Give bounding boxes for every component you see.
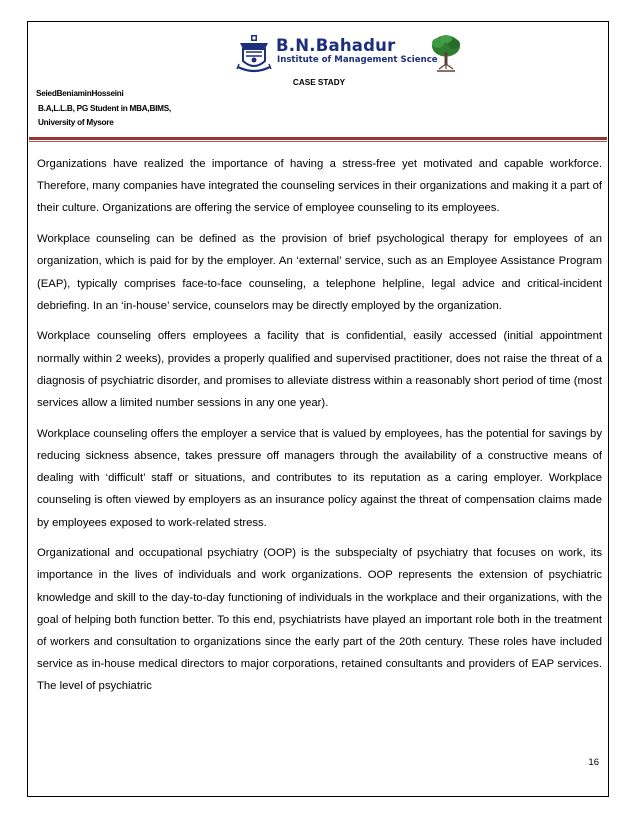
logo-subtitle-text: Institute of Management Science [277,55,438,65]
crest-icon [236,34,272,74]
author-university: University of Mysore [38,118,114,127]
document-body [37,153,602,706]
paragraph: Workplace counseling offers the employer a service that is valued by employees, has the potential for savings by reducing sickness absence, takes pressure off managers through the availability of a constructive means of dealing with ‘difficult’ staff or situations, and contributes to its reputation as a caring employer. Workplace counseling is often viewed by employers as an insurance policy against the threat of compensation claims made by employees exposed to work-related stress. [37,427,602,529]
paragraph: Organizational and occupational psychiatry (OOP) is the subspecialty of psychiatry that focuses on work, its importance in the lives of individuals and work organizations. OOP represents the extension of psychiatric knowledge and skill to the day-to-day functioning of individuals in the workplace and their organizations, with the goal of helping both function better. To this end, psychiatrists have played an important role both in the treatment of workers and consultation to organizations since the early part of the 20th century. These roles have included service as in-house medical directors to major corporations, retained consultants and providers of EAP services. The level of psychiatric [37,547,602,693]
tree-icon [429,34,463,74]
paragraph: Workplace counseling offers employees a facility that is confidential, easily accessed (initial appointment normally within 2 weeks), provides a properly qualified and supervised practitioner, does not raise the threat of a diagnosis of psychiatric disorder, and promises to alleviate distress within a reasonably short period of time (most services allow a limited number sessions in any one year). [37,330,602,410]
paragraph: Organizations have realized the importance of having a stress-free yet motivated and capable workforce. Therefore, many companies have integrated the counseling services in their organizations and making it a part of their culture. Organizations are offering the service of employee counseling to its employees. [37,158,602,215]
case-study-label: CASE STADY [292,78,346,87]
author-degree: B.A,L.L.B, PG Student in MBA,BIMS, [38,104,171,113]
paragraph: Workplace counseling can be defined as the provision of brief psychological therapy for employees of an organization, which is paid for by the employer. An ‘external’ service, such as an Employee Assistance Program (EAP), typically comprises face-to-face counseling, a telephone helpline, legal advice and critical-incident debriefing. In an ‘in-house’ service, counselors may be directly employed by the organization. [37,233,602,312]
logo-brand-text: B.N.Bahadur [276,36,396,55]
page-number: 16 [588,757,599,768]
header-divider-thin [29,141,607,142]
author-name: SeiedBeniaminHosseini [36,89,124,98]
institute-logo [236,34,464,76]
